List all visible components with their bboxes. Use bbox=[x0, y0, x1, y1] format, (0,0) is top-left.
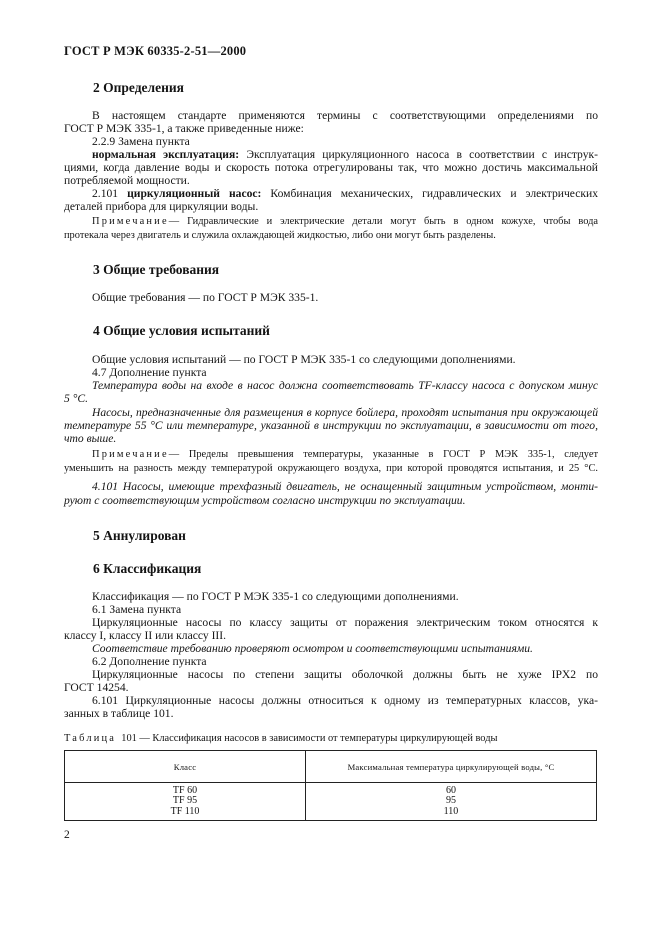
temp-cell: 95 bbox=[446, 795, 456, 807]
sec4-p3-line1: Температура воды на входе в насос должна соответствовать TF-классу насоса с допуском минус bbox=[92, 379, 598, 392]
sec4-p3-line2: 5 °С. bbox=[64, 392, 88, 405]
document-header: ГОСТ Р МЭК 60335-2-51—2000 bbox=[64, 44, 247, 58]
sec4-note-label: Примечание bbox=[92, 449, 169, 460]
sec2-p1-line2: ГОСТ Р МЭК 335-1, а также приведенные ниже: bbox=[64, 122, 304, 135]
page-number: 2 bbox=[64, 829, 70, 841]
sec6-p1: Классификация — по ГОСТ Р МЭК 335-1 со следующими дополнениями. bbox=[92, 590, 459, 603]
sec6-p6-line1: Циркуляционные насосы по степени защиты оболочкой должны быть не хуже IPX2 по bbox=[92, 668, 598, 681]
term-circulation-pump: циркуляционный насос: bbox=[127, 187, 262, 200]
sec4-p4-line3: что выше. bbox=[64, 432, 117, 445]
section-6-title: 6 Классификация bbox=[93, 561, 202, 576]
table-cell-temps bbox=[306, 783, 597, 821]
sec6-p3-line2: классу I, классу II или классу III. bbox=[64, 629, 227, 642]
sec2-p2: 2.2.9 Замена пункта bbox=[92, 135, 190, 148]
sec2-p1-line1: В настоящем стандарте применяются термины с соответствующими определениями по bbox=[92, 109, 598, 122]
sec2-p4-text: Комбинация механических, гидравлических и электрических bbox=[270, 187, 598, 200]
sec3-p1: Общие требования — по ГОСТ Р МЭК 335-1. bbox=[92, 291, 319, 304]
sec2-note-line1 bbox=[92, 216, 598, 227]
section-3-title: 3 Общие требования bbox=[93, 262, 220, 277]
sec6-p7-line2: занных в таблице 101. bbox=[64, 707, 174, 720]
sec4-p4-line1: Насосы, предназначенные для размещения в корпусе бойлера, проходят испытания при окружающей bbox=[92, 406, 598, 419]
sec4-note-line1 bbox=[92, 449, 598, 460]
sec4-note-line2: уменьшить на разность между температурой окружающего воздуха, при которой проводятся испытания, и 25 °С. bbox=[64, 463, 598, 474]
sec4-p5-line2: руют с соответствующим устройством согласно инструкции по эксплуатации. bbox=[64, 494, 466, 507]
sec6-p5: 6.2 Дополнение пункта bbox=[92, 655, 207, 668]
sec2-p3-text: Эксплуатация циркуляционного насоса в соответствии с инструк- bbox=[246, 148, 598, 161]
sec6-p2: 6.1 Замена пункта bbox=[92, 603, 182, 616]
sec4-p1: Общие условия испытаний — по ГОСТ Р МЭК 335-1 со следующими дополнениями. bbox=[92, 353, 516, 366]
table-cell-classes bbox=[65, 783, 306, 821]
section-2-title: 2 Определения bbox=[93, 80, 184, 95]
term-normal-operation: нормальная эксплуатация: bbox=[92, 148, 240, 161]
table-caption-text: 101 — Классификация насосов в зависимости от температуры циркулирующей воды bbox=[121, 733, 498, 744]
sec6-p3-line1: Циркуляционные насосы по классу защиты от поражения электрическим током относятся к bbox=[92, 616, 598, 629]
class-cell: TF 95 bbox=[172, 795, 198, 807]
class-cell: TF 60 bbox=[172, 784, 198, 796]
sec6-p4: Соответствие требованию проверяют осмотром и соответствующими испытаниями. bbox=[92, 642, 533, 655]
sec4-p4-line2: температуре 55 °С или температуре, указанной в инструкции по эксплуатации, в зависимости от того, bbox=[64, 419, 598, 432]
section-4-title: 4 Общие условия испытаний bbox=[93, 323, 270, 338]
sec2-note-label: Примечание bbox=[92, 216, 169, 227]
sec2-p4-line1 bbox=[92, 187, 598, 200]
sec4-p5-line1: 4.101 Насосы, имеющие трехфазный двигатель, не оснащенный защитным устройством, монти- bbox=[92, 480, 598, 493]
sec6-p7-line1: 6.101 Циркуляционные насосы должны относиться к одному из температурных классов, ука- bbox=[92, 694, 598, 707]
table-header-row bbox=[65, 751, 597, 783]
table-row bbox=[65, 783, 597, 821]
sec4-note-text: — Пределы превышения температуры, указанные в ГОСТ Р МЭК 335-1, следует bbox=[168, 449, 598, 460]
sec2-p3-line1 bbox=[92, 148, 598, 161]
temp-cell: 60 bbox=[446, 784, 456, 796]
table-caption-label: Таблица bbox=[64, 733, 117, 744]
table-caption bbox=[64, 733, 497, 744]
sec2-note-line2: протекала через двигатель и служила охлаждающей жидкостью, либо они могут быть разделены. bbox=[64, 230, 496, 241]
classification-table bbox=[64, 750, 597, 821]
temp-cell: 110 bbox=[443, 805, 459, 817]
sec2-note-text: — Гидравлические и электрические детали могут быть в одном кожухе, чтобы вода bbox=[168, 216, 598, 227]
sec6-p6-line2: ГОСТ 14254. bbox=[64, 681, 129, 694]
section-5-title: 5 Аннулирован bbox=[93, 528, 186, 543]
sec2-p4-line2: деталей прибора для циркуляции воды. bbox=[64, 200, 259, 213]
sec4-p2: 4.7 Дополнение пункта bbox=[92, 366, 207, 379]
table-header-class: Класс bbox=[65, 751, 306, 783]
sec2-p3-line3: потребляемой мощности. bbox=[64, 174, 190, 187]
sec2-p4-num: 2.101 bbox=[92, 187, 119, 200]
class-cell: TF 110 bbox=[170, 805, 200, 817]
sec2-p3-line2: циями, когда давление воды и скорость потока отрегулированы так, что можно достичь максимальной bbox=[64, 161, 598, 174]
table-header-max-temp: Максимальная температура циркулирующей воды, °С bbox=[306, 751, 597, 783]
